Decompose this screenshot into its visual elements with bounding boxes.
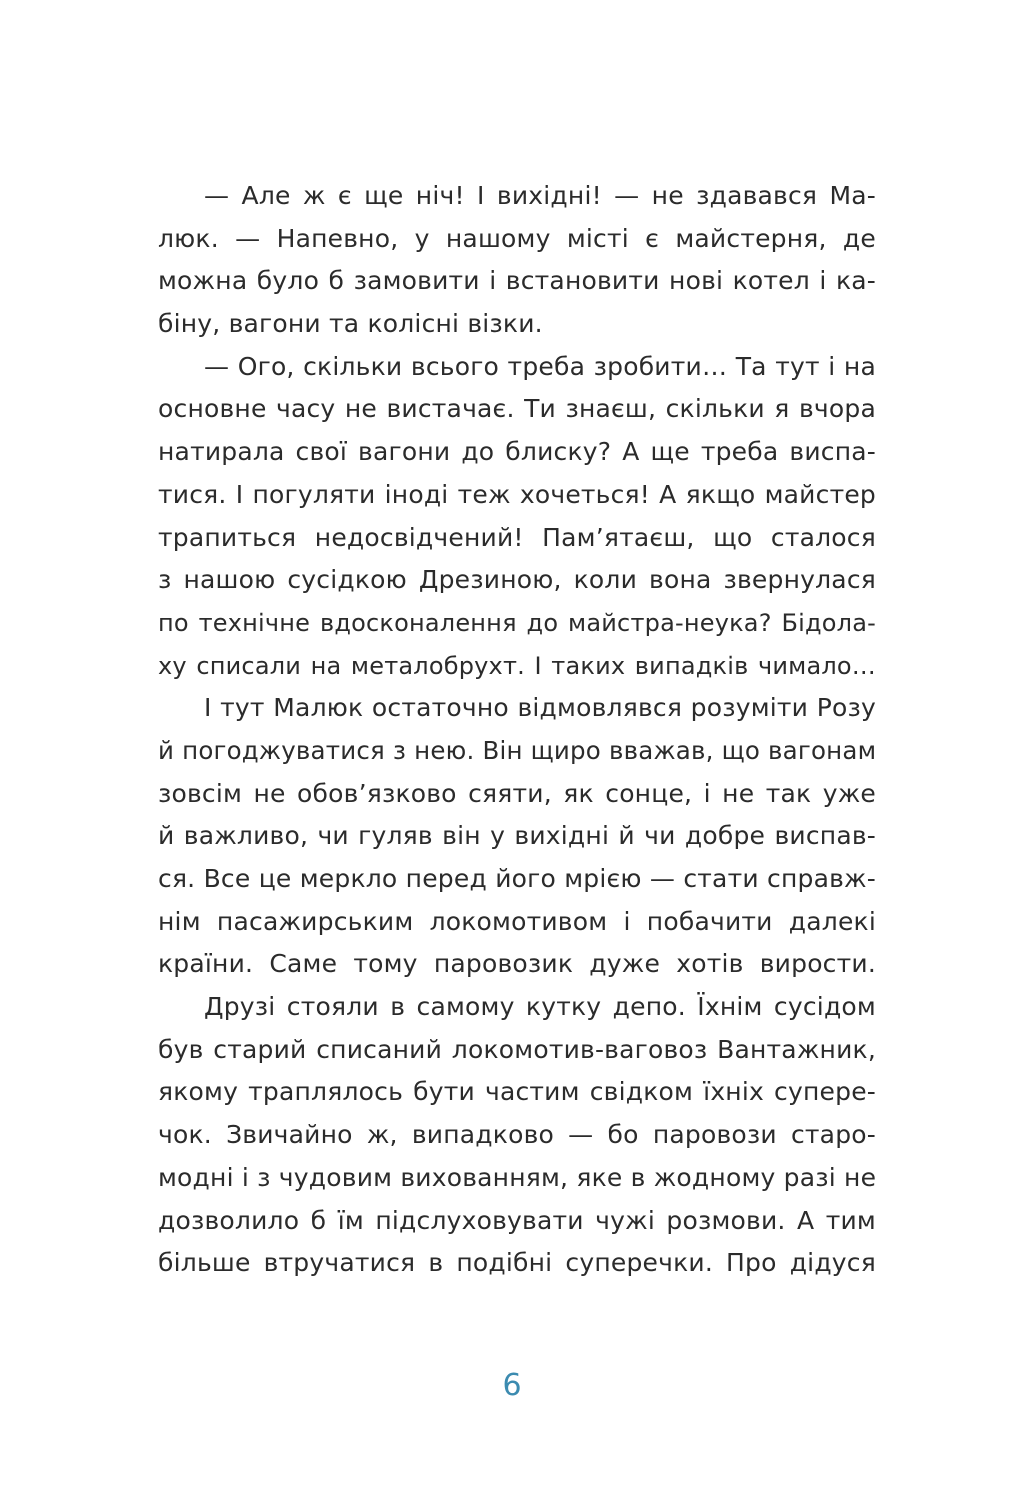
text-line: й погоджуватися з нею. Він щиро вважав, що вагонам: [158, 735, 877, 765]
text-line: якому траплялось бути частим свідком їхніх суперe-: [158, 1077, 876, 1107]
text-line: біну, вагони та колісні візки.: [158, 309, 543, 339]
text-line: й важливо, чи гуляв він у вихідні й чи добре виспав-: [158, 821, 876, 851]
text-line: з нашою сусідкою Дрезиною, коли вона звернулася: [158, 565, 876, 595]
text-line: по технічне вдосконалення до майстра-неука? Бідола-: [158, 608, 876, 637]
text-line: дозволило б їм підслуховувати чужі розмови. А тим: [158, 1205, 876, 1235]
text-line: був старий списаний локомотив-ваговоз Вантажник,: [158, 1034, 876, 1064]
text-line: чок. Звичайно ж, випадково — бо паровози старо-: [158, 1120, 876, 1150]
page-number: 6: [502, 1368, 522, 1403]
text-line: ся. Все це меркло перед його мрією — стати справж-: [158, 864, 876, 893]
text-line: — Ого, скільки всього треба зробити… Та тут і на: [204, 351, 876, 381]
text-line: більше втручатися в подібні суперечки. Про дідуся: [158, 1248, 876, 1278]
text-line: країни. Саме тому паровозик дуже хотів вирости.: [158, 949, 876, 979]
text-line: нім пасажирським локомотивом і побачити далекі: [158, 906, 876, 936]
text-line: Друзі стояли в самому кутку депо. Їхнім сусідом: [204, 992, 876, 1022]
text-line: тися. І погуляти іноді теж хочеться! А якщо майстер: [158, 479, 876, 509]
text-line: зовсім не обов’язково сяяти, як сонце, і не так уже: [158, 778, 876, 808]
text-line: трапиться недосвідчений! Пам’ятаєш, що сталося: [158, 522, 876, 552]
text-line: можна було б замовити і встановити нові котел і ка-: [158, 266, 876, 296]
text-line: І тут Малюк остаточно відмовлявся розуміти Розу: [204, 693, 876, 723]
text-line: — Але ж є ще ніч! І вихідні! — не здавався Ма-: [204, 181, 876, 210]
body-text: [158, 175, 876, 1285]
text-line: модні і з чудовим вихованням, яке в жодному разі не: [158, 1162, 877, 1192]
text-line: натирала свої вагони до блиску? А ще треба виспа-: [158, 437, 876, 467]
text-line: люк. — Напевно, у нашому місті є майстерня, де: [158, 223, 876, 253]
text-line: ху списали на металобрухт. І таких випадків чимало…: [158, 651, 876, 680]
text-line: основне часу не вистачає. Ти знаєш, скільки я вчора: [158, 394, 876, 424]
